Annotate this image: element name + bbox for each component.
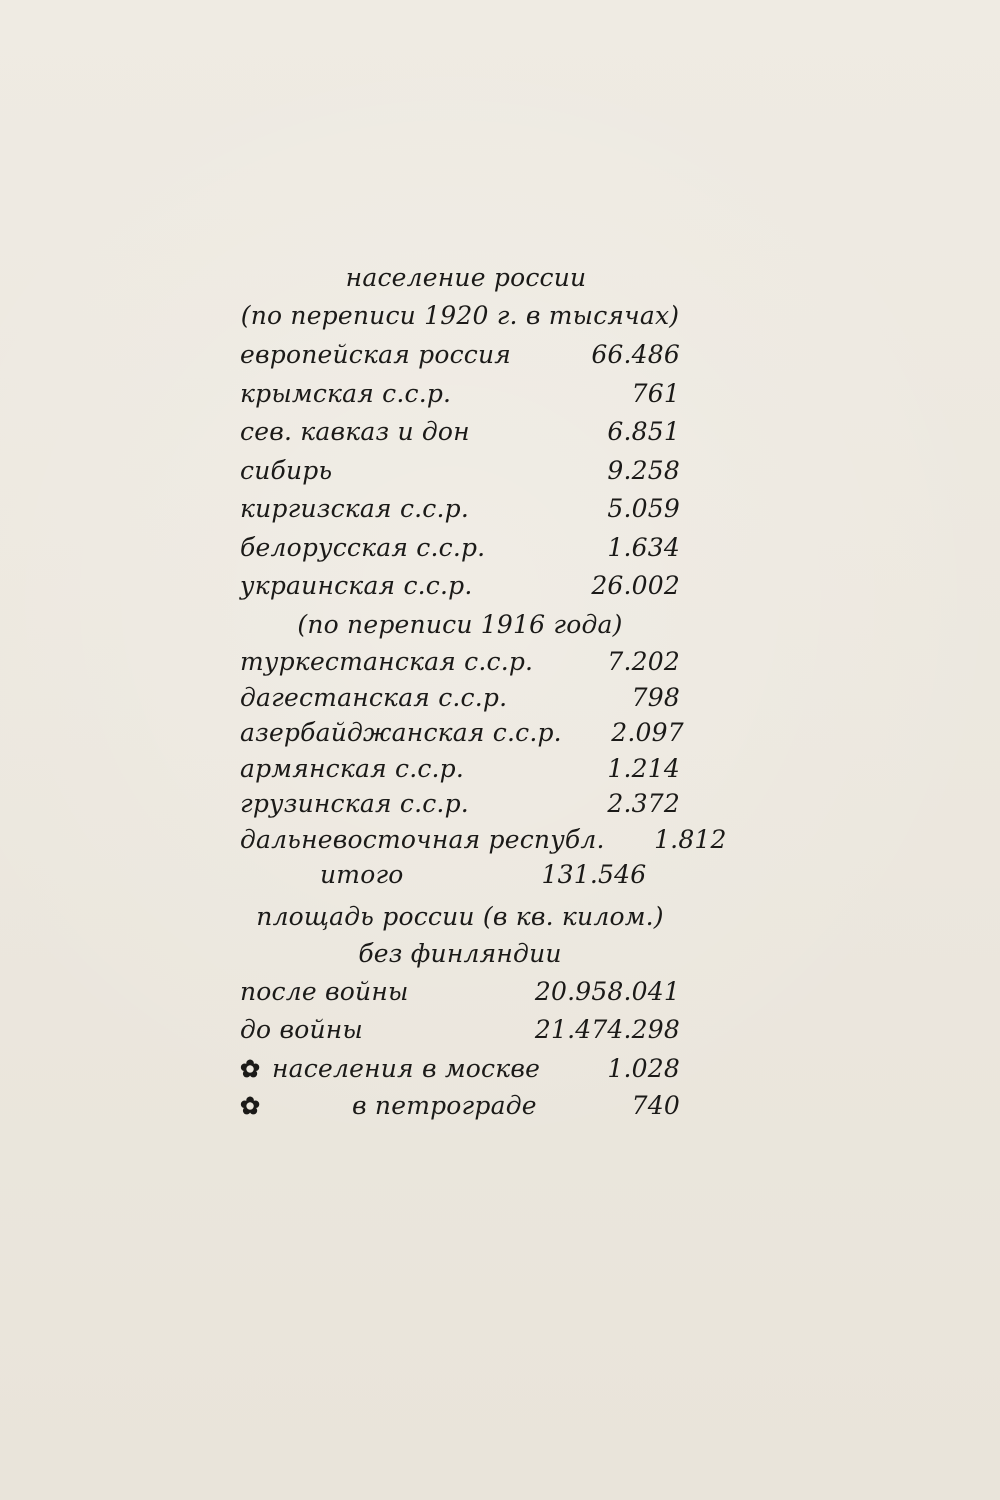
area-label: до войны [240,1015,363,1044]
population-row [240,684,680,712]
population-value: 5.059 [607,494,680,523]
population-value: 1.214 [607,753,680,783]
census-1916-heading: (по переписи 1916 года) [297,609,623,639]
region-label: азербайджанская с.с.р. [240,718,562,747]
population-row [240,341,680,369]
population-value: 761 [631,378,680,408]
region-label: европейская россия [240,340,512,369]
city-value: 740 [631,1091,680,1120]
region-label: украинская с.с.р. [240,571,473,600]
region-label: дальневосточная республ. [240,824,605,854]
region-label: дагестанская с.с.р. [240,682,508,712]
population-total-row [320,861,680,889]
population-value: 1.634 [607,532,680,562]
population-value: 1.812 [654,824,727,854]
region-label: грузинская с.с.р. [240,789,469,818]
population-row [240,790,680,818]
population-value: 26.002 [591,571,680,600]
region-label: белорусская с.с.р. [240,532,486,562]
population-value: 6.851 [607,417,680,446]
ornament-icon: ✿ [240,1091,261,1120]
region-label: сибирь [240,455,333,485]
city-population-row [240,1092,680,1120]
area-row [240,1016,680,1044]
population-value: 798 [631,682,680,712]
ornament-icon: ✿ [240,1053,261,1083]
population-value: 2.097 [611,718,684,747]
population-row [240,495,680,523]
population-value: 66.486 [591,340,680,369]
total-label: итого [320,860,404,889]
total-value: 131.546 [541,860,647,889]
city-label: в петрограде [352,1091,537,1120]
population-value: 7.202 [607,647,680,676]
population-row [240,380,680,408]
population-heading: население россии [345,263,587,292]
population-row [240,418,680,446]
city-label: населения в москве [272,1053,541,1083]
population-value: 2.372 [607,789,680,818]
city-population-row [240,1055,680,1083]
region-label: крымская с.с.р. [240,378,452,408]
no-finland-heading: без финляндии [358,939,562,968]
area-value: 21.474.298 [534,1015,680,1044]
population-table [240,263,727,1130]
population-row [240,718,684,747]
population-value: 9.258 [607,455,680,485]
census-1920-heading: (по переписи 1920 г. в тысячах) [240,300,680,330]
population-row [240,755,680,783]
population-row [240,824,727,854]
population-row [240,648,680,676]
area-heading: площадь россии (в кв. килом.) [256,901,664,931]
area-label: после войны [240,976,409,1006]
region-label: киргизская с.с.р. [240,494,469,523]
population-row [240,572,680,600]
region-label: сев. кавказ и дон [240,417,470,446]
region-label: армянская с.с.р. [240,753,465,783]
region-label: туркестанская с.с.р. [240,647,534,676]
area-row [240,978,680,1006]
population-row [240,534,680,562]
population-row [240,457,680,485]
area-value: 20.958.041 [534,976,680,1006]
city-value: 1.028 [607,1053,680,1083]
